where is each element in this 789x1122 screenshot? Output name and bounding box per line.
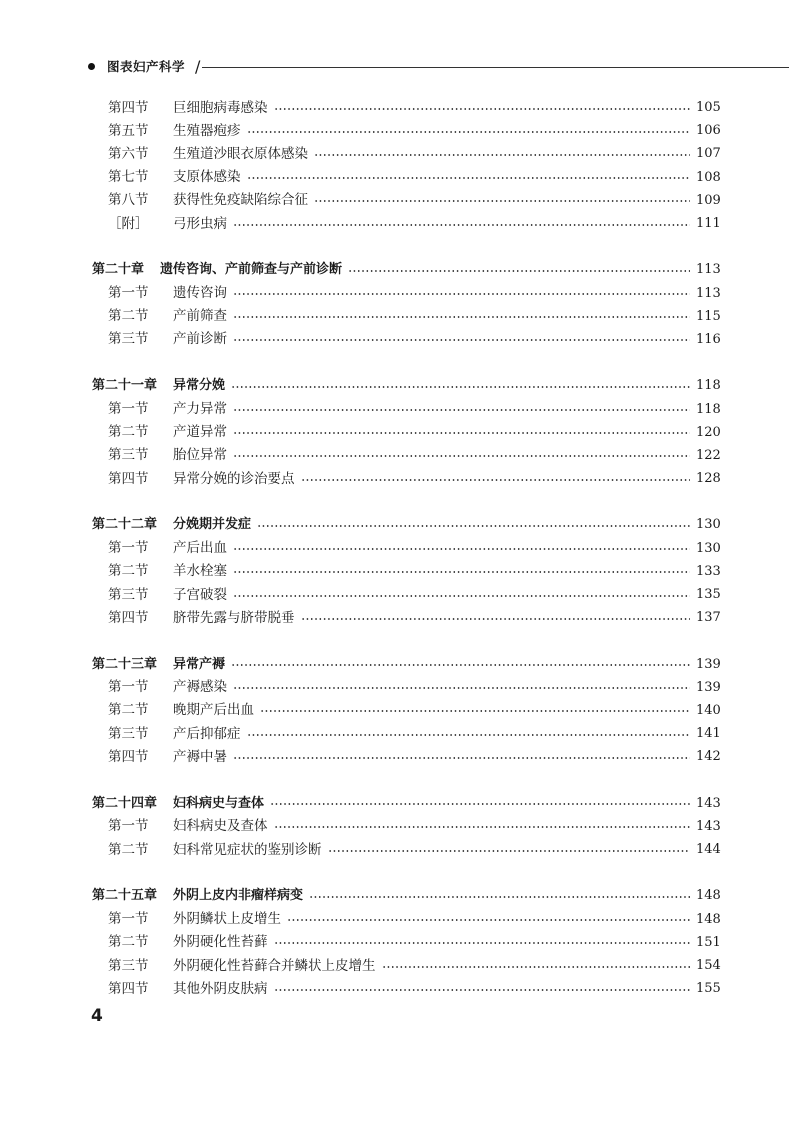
entry-title: 获得性免疫缺陷综合征 — [173, 192, 308, 209]
toc-section-entry[interactable] — [92, 94, 726, 117]
entry-label: 第一节 — [108, 540, 149, 557]
entry-title: 产后出血 — [173, 540, 227, 557]
entry-title: 产褥中暑 — [173, 748, 227, 765]
entry-label: 第三节 — [108, 331, 149, 348]
entry-page: 133 — [696, 563, 721, 579]
entry-label: 第四节 — [108, 470, 149, 487]
slash-decoration: / — [195, 56, 201, 76]
dot-leader — [328, 850, 691, 852]
entry-label: 第四节 — [108, 99, 149, 116]
entry-title: 胎位异常 — [173, 447, 227, 464]
entry-page: 108 — [696, 169, 721, 185]
toc-chapter-entry[interactable] — [92, 372, 726, 395]
toc-section-entry[interactable] — [92, 836, 726, 859]
entry-page: 118 — [696, 401, 721, 417]
entry-title: 遗传咨询、产前筛查与产前诊断 — [160, 262, 343, 278]
dot-leader — [247, 177, 691, 179]
dot-leader — [257, 525, 690, 527]
entry-page: 105 — [696, 100, 721, 116]
dot-leader — [233, 293, 690, 295]
toc-section-entry[interactable] — [92, 117, 726, 140]
entry-page: 122 — [696, 447, 721, 463]
entry-label: 第二节 — [108, 563, 149, 580]
toc-section-entry[interactable] — [92, 906, 726, 929]
entry-label: 第二十二章 — [92, 517, 158, 533]
entry-label: 第四节 — [108, 748, 149, 765]
entry-title: 子宫破裂 — [173, 586, 227, 603]
dot-leader — [287, 919, 690, 921]
toc-section-entry[interactable] — [92, 952, 726, 975]
entry-page: 155 — [696, 981, 721, 997]
entry-title: 产力异常 — [173, 401, 227, 418]
dot-leader — [301, 479, 691, 481]
entry-label: 第四节 — [108, 980, 149, 997]
entry-title: 生殖道沙眼衣原体感染 — [173, 145, 308, 162]
entry-page: 113 — [696, 285, 721, 301]
dot-leader — [233, 757, 690, 759]
entry-title: 外阴硬化性苔藓 — [173, 934, 268, 951]
entry-title: 生殖器疱疹 — [173, 122, 241, 139]
entry-label: 第一节 — [108, 911, 149, 928]
entry-label: 第二十四章 — [92, 795, 158, 811]
toc-group — [92, 790, 726, 860]
entry-title: 妇科病史与查体 — [173, 795, 265, 811]
entry-label: 第二节 — [108, 308, 149, 325]
entry-title: 产褥感染 — [173, 679, 227, 696]
dot-leader — [233, 409, 690, 411]
entry-page: 118 — [696, 378, 721, 394]
entry-title: 产前筛查 — [173, 308, 227, 325]
entry-label: 第二节 — [108, 934, 149, 951]
entry-label: 第一节 — [108, 285, 149, 302]
dot-leader — [270, 803, 690, 805]
dot-leader — [233, 571, 690, 573]
entry-title: 支原体感染 — [173, 169, 241, 186]
toc-section-entry[interactable] — [92, 280, 726, 303]
dot-leader — [247, 131, 691, 133]
toc-section-entry[interactable] — [92, 395, 726, 418]
entry-label: 第一节 — [108, 401, 149, 418]
entry-label: 第二十五章 — [92, 888, 158, 904]
entry-page: 111 — [696, 216, 721, 232]
page-number: 4 — [91, 1006, 103, 1026]
dot-leader — [233, 687, 690, 689]
entry-title: 分娩期并发症 — [173, 517, 252, 533]
dot-leader — [247, 734, 691, 736]
dot-leader — [274, 942, 691, 944]
entry-page: 113 — [696, 262, 721, 278]
bullet-icon — [88, 63, 95, 70]
running-header — [88, 56, 789, 76]
entry-title: 巨细胞病毒感染 — [173, 99, 268, 116]
entry-page: 140 — [696, 702, 721, 718]
toc-chapter-entry[interactable] — [92, 511, 726, 534]
entry-page: 130 — [696, 517, 721, 533]
entry-label: 第二节 — [108, 702, 149, 719]
entry-label: 第一节 — [108, 679, 149, 696]
dot-leader — [231, 386, 690, 388]
toc-section-entry[interactable] — [92, 697, 726, 720]
toc-group — [92, 256, 726, 349]
dot-leader — [309, 896, 690, 898]
entry-label: 第八节 — [108, 192, 149, 209]
entry-page: 142 — [696, 749, 721, 765]
toc-group — [92, 882, 726, 998]
entry-title: 外阴上皮内非瘤样病变 — [173, 888, 304, 904]
dot-leader — [301, 618, 691, 620]
entry-page: 139 — [696, 656, 721, 672]
entry-title: 遗传咨询 — [173, 285, 227, 302]
entry-label: 第三节 — [108, 586, 149, 603]
toc-section-entry[interactable] — [92, 743, 726, 766]
toc-group — [92, 651, 726, 767]
entry-title: 妇科病史及查体 — [173, 818, 268, 835]
toc-group — [92, 94, 726, 233]
toc-chapter-entry[interactable] — [92, 882, 726, 905]
entry-page: 128 — [696, 471, 721, 487]
dot-leader — [231, 664, 690, 666]
header-rule — [202, 67, 789, 68]
entry-page: 137 — [696, 610, 721, 626]
toc-section-entry[interactable] — [92, 535, 726, 558]
entry-title: 妇科常见症状的鉴别诊断 — [173, 841, 322, 858]
entry-title: 晚期产后出血 — [173, 702, 254, 719]
dot-leader — [233, 548, 690, 550]
entry-page: 144 — [696, 842, 721, 858]
toc-group — [92, 511, 726, 627]
entry-title: 产后抑郁症 — [173, 725, 241, 742]
dot-leader — [233, 316, 690, 318]
entry-label: 第三节 — [108, 447, 149, 464]
dot-leader — [233, 224, 690, 226]
entry-title: 异常产褥 — [173, 656, 226, 672]
entry-page: 116 — [696, 331, 721, 347]
entry-page: 148 — [696, 888, 721, 904]
entry-page: 139 — [696, 679, 721, 695]
dot-leader — [274, 108, 691, 110]
entry-page: 106 — [696, 123, 721, 139]
entry-label: 第二节 — [108, 841, 149, 858]
entry-label: 第三节 — [108, 725, 149, 742]
entry-page: 143 — [696, 818, 721, 834]
entry-label: 第一节 — [108, 818, 149, 835]
dot-leader — [233, 339, 690, 341]
entry-page: 151 — [696, 934, 721, 950]
dot-leader — [274, 989, 691, 991]
toc-section-entry[interactable] — [92, 326, 726, 349]
toc-section-entry[interactable] — [92, 813, 726, 836]
dot-leader — [260, 710, 690, 712]
toc-section-entry[interactable] — [92, 674, 726, 697]
entry-page: 141 — [696, 726, 721, 742]
toc-section-entry[interactable] — [92, 140, 726, 163]
toc-section-entry[interactable] — [92, 558, 726, 581]
toc-section-entry[interactable] — [92, 187, 726, 210]
toc-section-entry[interactable] — [92, 210, 726, 233]
entry-label: ［附］ — [108, 215, 149, 232]
toc-section-entry[interactable] — [92, 720, 726, 743]
entry-title: 弓形虫病 — [173, 215, 227, 232]
entry-label: 第二节 — [108, 424, 149, 441]
entry-title: 异常分娩 — [173, 378, 226, 394]
entry-label: 第四节 — [108, 609, 149, 626]
dot-leader — [382, 966, 691, 968]
entry-page: 120 — [696, 424, 721, 440]
entry-title: 其他外阴皮肤病 — [173, 980, 268, 997]
toc-section-entry[interactable] — [92, 604, 726, 627]
toc-section-entry[interactable] — [92, 465, 726, 488]
entry-page: 135 — [696, 587, 721, 603]
entry-label: 第三节 — [108, 957, 149, 974]
entry-page: 143 — [696, 795, 721, 811]
entry-page: 154 — [696, 958, 721, 974]
book-title: 图表妇产科学 — [107, 59, 186, 74]
toc-section-entry[interactable] — [92, 929, 726, 952]
entry-label: 第五节 — [108, 122, 149, 139]
toc-chapter-entry[interactable] — [92, 256, 726, 279]
toc-group — [92, 372, 726, 488]
toc-chapter-entry[interactable] — [92, 651, 726, 674]
toc-chapter-entry[interactable] — [92, 790, 726, 813]
entry-title: 羊水栓塞 — [173, 563, 227, 580]
entry-title: 产道异常 — [173, 424, 227, 441]
entry-title: 外阴硬化性苔藓合并鳞状上皮增生 — [173, 957, 376, 974]
entry-title: 脐带先露与脐带脱垂 — [173, 609, 295, 626]
dot-leader — [314, 154, 690, 156]
entry-page: 107 — [696, 146, 721, 162]
toc-section-entry[interactable] — [92, 581, 726, 604]
dot-leader — [348, 270, 690, 272]
toc-section-entry[interactable] — [92, 442, 726, 465]
dot-leader — [233, 595, 690, 597]
entry-label: 第二十三章 — [92, 656, 158, 672]
entry-title: 外阴鳞状上皮增生 — [173, 911, 281, 928]
dot-leader — [233, 432, 690, 434]
toc-section-entry[interactable] — [92, 164, 726, 187]
toc-section-entry[interactable] — [92, 419, 726, 442]
dot-leader — [274, 826, 691, 828]
toc-section-entry[interactable] — [92, 303, 726, 326]
toc-section-entry[interactable] — [92, 975, 726, 998]
entry-title: 产前诊断 — [173, 331, 227, 348]
entry-page: 148 — [696, 911, 721, 927]
entry-page: 130 — [696, 540, 721, 556]
entry-page: 109 — [696, 192, 721, 208]
table-of-contents — [92, 94, 726, 1022]
entry-title: 异常分娩的诊治要点 — [173, 470, 295, 487]
entry-page: 115 — [696, 308, 721, 324]
dot-leader — [314, 200, 690, 202]
entry-label: 第二十一章 — [92, 378, 158, 394]
entry-label: 第七节 — [108, 169, 149, 186]
dot-leader — [233, 455, 690, 457]
entry-label: 第六节 — [108, 145, 149, 162]
entry-label: 第二十章 — [92, 262, 145, 278]
